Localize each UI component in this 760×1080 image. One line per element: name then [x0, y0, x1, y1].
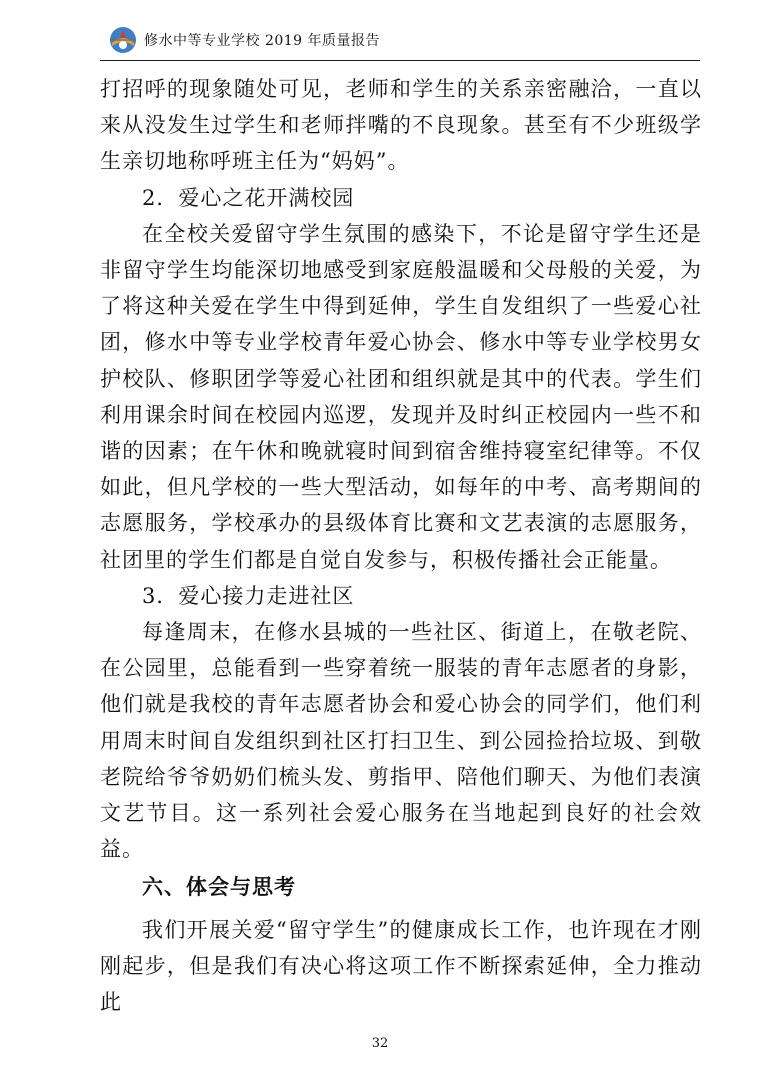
page-header [108, 22, 668, 58]
header-title: 修水中等专业学校 2019 年质量报告 [144, 33, 381, 49]
section-heading-reflection: 六、体会与思考 [142, 875, 296, 900]
paragraph-community: 每逢周末，在修水县城的一些社区、街道上，在敬老院、在公园里，总能看到一些穿着统一服装的青年志愿者的身影，他们就是我校的青年志愿者协会和爱心协会的同学们，他们利用周末时间自发组织到社区打扫卫生、到公园捡拾垃圾、到敬老院给爷爷奶奶们梳头发、剪指甲、陪他们聊天、为他们表演文艺节目。这一系列社会爱心服务在当地起到良好的社会效益。 [100, 620, 702, 862]
paragraph-reflection: 我们开展关爱“留守学生”的健康成长工作，也许现在才刚刚起步，但是我们有决心将这项工作不断探索延伸，全力推动此 [100, 917, 702, 1015]
school-logo-icon [108, 25, 138, 55]
page-content [100, 71, 702, 1020]
paragraph-continued: 打招呼的现象随处可见，老师和学生的关系亲密融洽，一直以来从没发生过学生和老师拌嘴的不良现象。甚至有不少班级学生亲切地称呼班主任为“妈妈”。 [100, 77, 702, 174]
header-divider [100, 60, 700, 61]
subheading-community: 3．爱心接力走进社区 [142, 583, 355, 608]
subheading-love-flower: 2．爱心之花开满校园 [142, 185, 355, 210]
page-number: 32 [371, 1036, 389, 1051]
paragraph-campus: 在全校关爱留守学生氛围的感染下，不论是留守学生还是非留守学生均能深切地感受到家庭般温暖和父母般的关爱，为了将这种关爱在学生中得到延伸，学生自发组织了一些爱心社团，修水中等专业学校青年爱心协会、修水中等专业学校男女护校队、修职团学等爱心社团和组织就是其中的代表。学生们利用课余时间在校园内巡逻，发现并及时纠正校园内一些不和谐的因素；在午休和晚就寝时间到宿舍维持寝室纪律等。不仅如此，但凡学校的一些大型活动，如每年的中考、高考期间的志愿服务，学校承办的县级体育比赛和文艺表演的志愿服务，社团里的学生们都是自觉自发参与，积极传播社会正能量。 [100, 221, 702, 572]
